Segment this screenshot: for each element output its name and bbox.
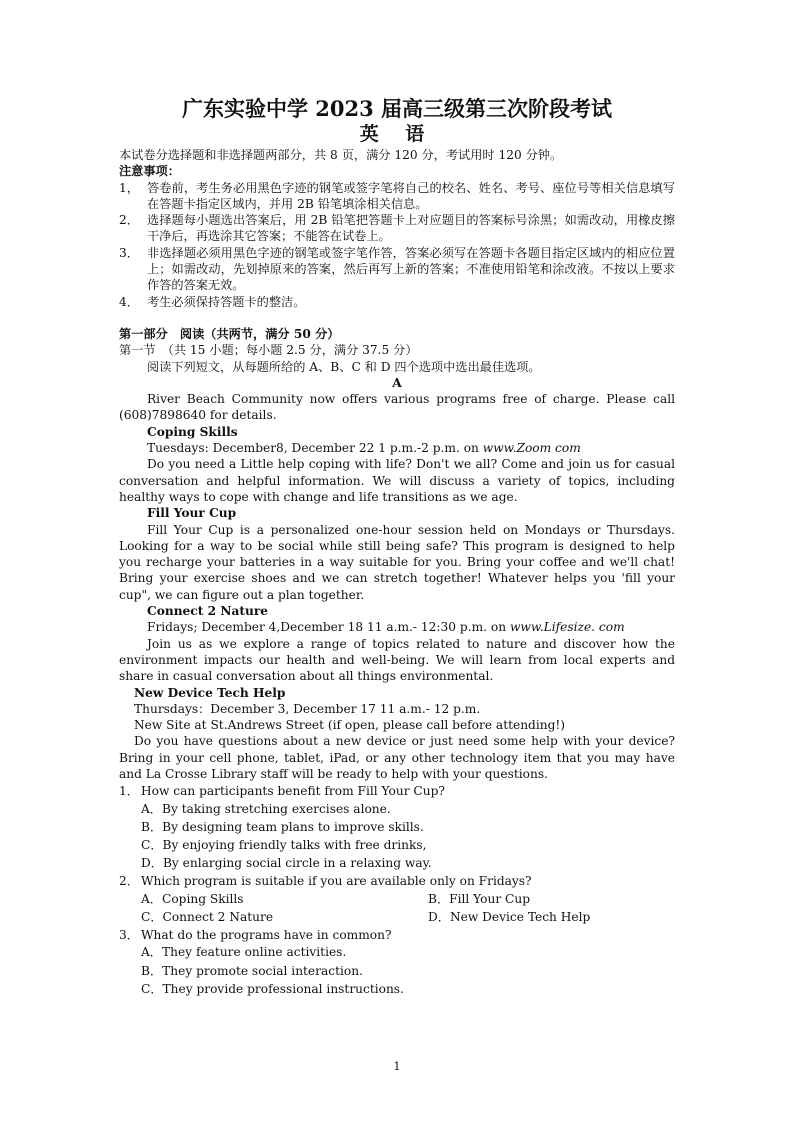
notice-text: 非选择题必须用黑色字迹的钢笔或签字笔作答，答案必须写在答题卡各题目指定区域内的相应位置上；如需改动，先划掉原来的答案，然后再写上新的答案；不准使用铅笔和涂改液。不按以上要求作答的答案无效。 (147, 245, 675, 293)
notice-number: 4． (119, 294, 139, 309)
option-row (141, 890, 675, 908)
option: A．By taking stretching exercises alone. (141, 801, 391, 816)
exam-title: 广东实验中学 2023 届高三级第三次阶段考试 (181, 96, 613, 121)
exam-intro: 本试卷分选择题和非选择题两部分，共 8 页，满分 120 分，考试用时 120 分钟。 (119, 148, 563, 162)
notice-number: 2． (119, 213, 139, 228)
program-time-text: Tuesdays: December8, December 22 1 p.m.-2 p.m. on (147, 441, 483, 456)
notice-item (119, 212, 675, 245)
program-time (119, 619, 675, 635)
notice-text: 答卷前，考生务必用黑色字迹的钢笔或签字笔将自己的校名、姓名、考号、座位号等相关信息填写在答题卡指定区域内，并用 2B 铅笔填涂相关信息。 (147, 180, 675, 211)
option: A．They feature online activities. (141, 945, 347, 960)
program-title: New Device Tech Help (134, 685, 286, 700)
program-website: www.Lifesize. com (509, 620, 625, 635)
question (119, 783, 675, 799)
program-time: Thursdays：December 3, December 17 11 a.m.- 12 p.m. (134, 701, 481, 716)
question-options (119, 890, 675, 926)
option: C．Connect 2 Nature (141, 909, 274, 924)
notice-item (119, 180, 675, 213)
spacer (119, 310, 675, 326)
notice-number: 1， (119, 180, 139, 195)
notice-text: 选择题每小题选出答案后，用 2B 铅笔把答题卡上对应题目的答案标号涂黑；如需改动，用橡皮擦干净后，再选涂其它答案；不能答在试卷上。 (147, 213, 675, 244)
question (119, 927, 675, 943)
option: B．They promote social interaction. (141, 963, 363, 978)
program-time-text: Fridays; December 4,December 18 11 a.m.- 12:30 p.m. on (147, 620, 510, 635)
program-title: Coping Skills (147, 424, 238, 439)
option-row (141, 908, 675, 926)
notice-text: 考生必须保持答题卡的整洁。 (147, 294, 306, 309)
program-description: Do you need a Little help coping with life? Don't we all? Come and join us for casual conversation and helpful information. We will discuss a variety of topics, including healthy ways to cope with change and life transitions as we age. (119, 457, 675, 504)
program-description: Do you have questions about a new device or just need some help with your device? Bring in your cell phone, tablet, iPad, or any other technology item that you may have and La Crosse Library staff will be ready to help with your questions. (119, 734, 675, 781)
part-heading: 第一部分 阅读（共两节，满分 50 分） (119, 326, 340, 341)
question-number: 1． (119, 784, 139, 799)
option: A．Coping Skills (141, 891, 244, 906)
notice-item (119, 245, 675, 294)
notice-heading: 注意事项： (119, 164, 180, 179)
program-description: Fill Your Cup is a personalized one-hour session held on Mondays or Thursdays. Looking for a way to be social while still being safe? This program is designed to help you recharge your batteries in a way suitable for you. Bring your coffee and we'll chat! Bring your exercise shoes and we can stretch together! Whatever helps you 'fill your cup", we can figure out a plan together. (119, 522, 675, 602)
question-stem: How can participants benefit from Fill Your Cup? (141, 784, 445, 799)
option: C．They provide professional instructions. (141, 981, 404, 996)
question-stem: Which program is suitable if you are available only on Fridays? (141, 874, 532, 889)
program-title: Fill Your Cup (147, 506, 237, 521)
program-location: New Site at St.Andrews Street (if open, please call before attending!) (134, 718, 566, 733)
question (119, 873, 675, 889)
passage-intro: River Beach Community now offers various programs free of charge. Please call (608)7898640 for details. (119, 392, 675, 423)
section-heading: 第一节 （共 15 小题；每小题 2.5 分，满分 37.5 分） (119, 343, 418, 358)
passage-label: A (392, 375, 402, 390)
subject-title: 英 语 (359, 123, 435, 145)
question-stem: What do the programs have in common? (141, 928, 392, 943)
notice-number: 3． (119, 245, 139, 260)
option: C．By enjoying friendly talks with free drinks, (141, 837, 427, 852)
page-number: 1 (393, 1060, 401, 1073)
question-number: 3． (119, 928, 139, 943)
exam-page (119, 96, 675, 998)
question-options (119, 943, 675, 998)
question-options (119, 800, 675, 873)
program-website: www.Zoom com (482, 441, 581, 456)
option: B．By designing team plans to improve skills. (141, 819, 424, 834)
option: D．By enlarging social circle in a relaxing way. (141, 856, 432, 871)
option: B．Fill Your Cup (428, 891, 531, 906)
section-instruction: 阅读下列短文，从每题所给的 A、B、C 和 D 四个选项中选出最佳选项。 (147, 359, 541, 374)
program-title: Connect 2 Nature (147, 604, 269, 619)
program-description: Join us as we explore a range of topics related to nature and discover how the environment impacts our health and well-being. We will learn from local experts and share in casual conversation about all things environmental. (119, 636, 675, 684)
notice-item (119, 294, 675, 310)
program-time (119, 440, 675, 456)
option: D．New Device Tech Help (428, 909, 591, 924)
question-number: 2． (119, 874, 139, 889)
